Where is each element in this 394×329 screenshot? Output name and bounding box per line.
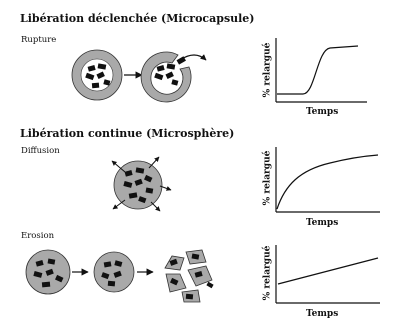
graph-erosion xyxy=(276,245,380,303)
diffusion-label: Diffusion xyxy=(21,146,60,156)
erosion-label: Erosion xyxy=(21,231,55,241)
graph-diffusion-xlabel: Temps xyxy=(306,218,339,228)
continuous-release-title: Libération continue (Microsphère) xyxy=(20,127,235,140)
triggered-release-title: Libération déclenchée (Microcapsule) xyxy=(20,12,255,25)
eroded-fragments xyxy=(165,250,214,302)
graph-diffusion xyxy=(276,147,380,212)
graph-rupture-xlabel: Temps xyxy=(306,107,339,117)
intact-microcapsule xyxy=(72,50,122,100)
graph-rupture-ylabel: % relargué xyxy=(262,42,273,98)
erosion-sphere-1 xyxy=(26,250,70,294)
graph-erosion-xlabel: Temps xyxy=(306,309,339,319)
ruptured-microcapsule xyxy=(141,52,191,102)
graph-erosion-ylabel: % relargué xyxy=(262,245,273,301)
rupture-label: Rupture xyxy=(21,35,57,45)
graph-diffusion-ylabel: % relargué xyxy=(262,150,273,206)
erosion-sphere-2 xyxy=(94,252,134,292)
graph-rupture xyxy=(276,38,367,102)
